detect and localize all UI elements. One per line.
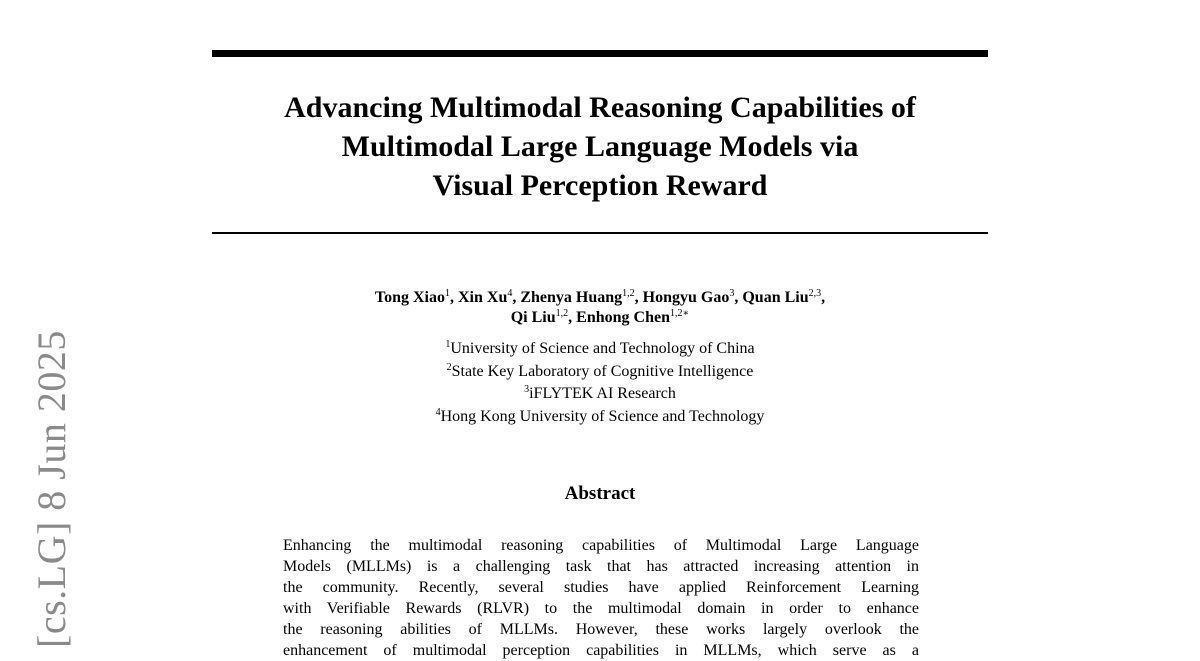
title-line: Advancing Multimodal Reasoning Capabilities of bbox=[284, 91, 916, 124]
affiliation-item bbox=[212, 406, 988, 429]
author-name: Enhong Chen bbox=[576, 309, 670, 326]
title-top-rule bbox=[212, 50, 988, 57]
affiliation-mark: 1 bbox=[445, 339, 451, 350]
author-affil-mark: 1,2 bbox=[555, 308, 569, 319]
affiliation-list bbox=[212, 338, 988, 428]
author-affil-mark: 1,2 bbox=[622, 288, 635, 299]
affiliation-text: iFLYTEK AI Research bbox=[529, 385, 676, 402]
abstract-line: the reasoning abilities of MLLMs. However, these works largely overlook the bbox=[283, 621, 919, 638]
affiliation-mark: 2 bbox=[446, 361, 452, 373]
affiliation-item bbox=[212, 338, 988, 361]
author-list bbox=[212, 288, 988, 328]
author-name: Hongyu Gao bbox=[642, 289, 730, 306]
affiliation-item bbox=[212, 361, 988, 384]
title-line: Multimodal Large Language Models via bbox=[341, 130, 859, 163]
author-name: Xin Xu bbox=[457, 289, 508, 306]
arxiv-identifier: [cs.LG] 8 Jun 2025 bbox=[29, 330, 74, 648]
author-affil-mark: 3 bbox=[729, 288, 735, 299]
author-affil-mark: 1 bbox=[444, 288, 450, 299]
author-line: Qi Liu$^{1,2}$, Enhong Chen$^{1,2∗}$ bbox=[510, 308, 690, 326]
author-name: Zhenya Huang bbox=[520, 289, 623, 306]
author-line: Tong Xiao$^1$, Xin Xu$^4$, Zhenya Huang$^{1,2}$, Hongyu Gao$^3$, Quan Liu$^{2,3}$, bbox=[374, 288, 826, 306]
abstract-body bbox=[283, 535, 919, 661]
affiliation-text: University of Science and Technology of China bbox=[450, 340, 755, 357]
affiliation-text: Hong Kong University of Science and Technology bbox=[440, 407, 765, 425]
author-name: Tong Xiao bbox=[374, 289, 445, 306]
abstract-line: Enhancing the multimodal reasoning capabilities of Multimodal Large Language bbox=[283, 537, 919, 554]
author-affil-mark: 1,2∗ bbox=[669, 308, 690, 319]
abstract-line: Models (MLLMs) is a challenging task that has attracted increasing attention in bbox=[283, 558, 919, 575]
abstract-line: the community. Recently, several studies have applied Reinforcement Learning bbox=[283, 579, 919, 596]
abstract-heading: Abstract bbox=[564, 483, 636, 504]
title-bottom-rule bbox=[212, 232, 988, 234]
affiliation-mark: 4 bbox=[435, 406, 441, 418]
abstract-line: with Verifiable Rewards (RLVR) to the multimodal domain in order to enhance bbox=[283, 600, 919, 617]
author-name: Quan Liu bbox=[742, 289, 809, 306]
author-affil-mark: 4 bbox=[507, 288, 513, 299]
abstract-line: enhancement of multimodal perception capabilities in MLLMs, which serve as a bbox=[283, 642, 919, 659]
title-line: Visual Perception Reward bbox=[432, 169, 768, 202]
affiliation-item bbox=[212, 383, 988, 406]
paper-title bbox=[212, 88, 988, 205]
affiliation-text: State Key Laboratory of Cognitive Intelligence bbox=[451, 362, 754, 380]
author-name: Qi Liu bbox=[510, 309, 556, 326]
author-affil-mark: 2,3 bbox=[808, 288, 822, 299]
affiliation-mark: 3 bbox=[524, 384, 530, 395]
